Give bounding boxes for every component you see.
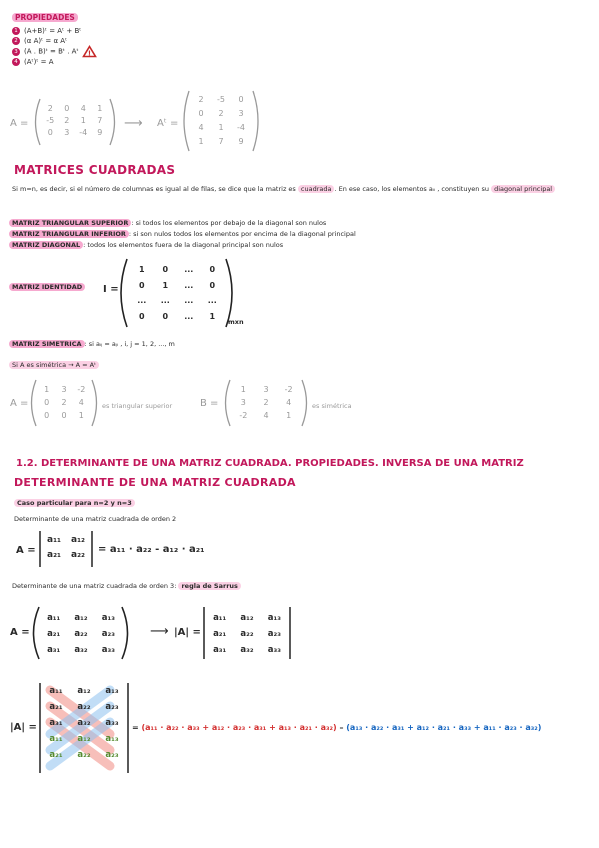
orden2-determinant [38,530,94,568]
matrix-cell: ... [207,296,217,305]
matrix-cell: a₃₃ [105,718,119,728]
identidad-subscript: mxn [228,318,244,326]
matrix-cell: 3 [64,128,70,137]
matrix-cell: 0 [162,311,169,321]
matrix-cell: a₂₁ [213,629,227,639]
warning-icon [83,46,96,57]
matrix-cell: 3 [263,385,269,394]
matrix-cell: 4 [263,411,269,420]
matrix-cell: a₁₃ [267,613,281,623]
matrix-cell: 4 [198,123,204,132]
matrix-cell: a₂₁ [47,629,61,639]
arrow-icon: ⟶ [150,624,169,639]
propiedades-title: PROPIEDADES [12,13,78,22]
arrow-icon: ⟶ [124,116,143,131]
matrix-cell: 3 [238,109,244,118]
sarrus-positive-terms: (a₁₁ · a₂₂ · a₃₃ + a₁₂ · a₂₃ · a₃₁ + a₁₃ · a₂₁ · a₃₂) [141,723,337,732]
matrix-cell: 1 [138,265,145,274]
matrix-cell: a₂₃ [105,702,119,712]
matrix-cell: 1 [162,280,169,290]
matrix-cell: ... [184,265,194,274]
matrix-cell: a₃₂ [74,645,88,655]
matrix-cell: 1 [44,385,50,394]
matrix-cell: a₃₂ [77,718,91,728]
matrix-cell: a₁₂ [77,686,91,696]
def-triangular-inferior: MATRIZ TRIANGULAR INFERIOR : si son nulos todos los elementos por encima de la diagonal principal [9,229,356,240]
propiedad-item: 1 (A+B)ᵗ = Aᵗ + Bᵗ [12,26,96,36]
matrix-cell: 0 [209,280,216,290]
matrix-cell: 3 [240,398,246,407]
matrix-cell: 1 [240,385,246,394]
matrix-cell: 1 [286,411,292,420]
orden2-result: = a₁₁ · a₂₂ - a₁₂ · a₂₁ [98,544,205,555]
matrix-cell: 0 [198,109,204,118]
matrix-cell: a₃₁ [47,645,61,655]
simetrica-line: MATRIZ SIMETRICA : si aᵢⱼ = aⱼᵢ , i, j = 1, 2, ..., m [9,340,175,348]
matrix-cell: 3 [61,385,67,394]
propiedades-list [12,26,96,67]
matrix-cell: a₂₂ [71,550,85,560]
matrix-cell: a₁₃ [105,734,119,744]
matrix-cell: 2 [61,398,67,407]
matrix-cell: 0 [238,95,244,104]
matrix-cell: a₁₂ [71,535,85,545]
matrix-cell: a₃₁ [213,645,227,655]
matrix-cell: 0 [138,311,145,321]
matrix-cell: 2 [198,95,204,104]
sarrus-minus: – [339,723,344,732]
matrix-cell: 0 [61,411,67,420]
def-diagonal: MATRIZ DIAGONAL : todos los elementos fuera de la diagonal principal son nulos [9,240,356,251]
matrix-cell: a₃₁ [49,718,63,728]
det-label: |A| = [174,627,201,638]
matrix-cell: 4 [80,104,86,113]
matrix-cell: a₁₂ [77,734,91,744]
matrix-cell: a₁₁ [47,535,61,545]
matrix-cell: 0 [209,265,216,274]
matrix-cell: 0 [47,128,53,137]
matrix-cell: 1 [218,123,224,132]
caso-particular: Caso particular para n=2 y n=3 [14,499,135,507]
determinante-subtitle: DETERMINANTE DE UNA MATRIZ CUADRADA [14,476,296,489]
matrix-cell: a₁₁ [47,613,61,623]
matrix-cell: 0 [162,265,169,274]
matrix-cell: 2 [64,116,70,125]
identidad-eq: I = [103,284,119,295]
matrix-cell: 0 [64,104,70,113]
matrix-cell: 7 [97,116,103,125]
orden2-text: Determinante de una matriz cuadrada de orden 2 [14,515,177,523]
matrix-cell: -5 [217,95,225,104]
matrix-cell: ... [184,280,194,290]
matrix-cell: a₂₁ [49,702,63,712]
matrix-cell: 9 [238,137,244,146]
orden2-label: A = [16,545,36,556]
matrix-cell: -4 [237,123,245,132]
sym-b-label: B = [200,398,219,409]
matrix-cell: 0 [138,280,145,290]
matrix-at [181,89,261,153]
identidad-label: MATRIZ IDENTIDAD [9,283,85,291]
matrix-cell: a₁₂ [240,613,254,623]
simetrica-note: Si A es simétrica → A = Aᵗ [9,361,99,369]
matrix-cell: a₂₃ [105,750,119,760]
matrix-cell: ... [137,296,147,305]
matrix-cell: 4 [78,398,84,407]
matrix-cell: a₁₁ [49,686,63,696]
sarrus-negative-terms: (a₁₃ · a₂₂ · a₃₁ + a₁₂ · a₂₁ · a₃₃ + a₁₁ · a₂₃ · a₃₂) [346,723,542,732]
matrix-cell: a₁₂ [74,613,88,623]
sarrus-determinant [38,682,130,774]
orden3-determinant [202,606,292,660]
propiedad-item: 4 (Aᵗ)ᵗ = A [12,57,96,67]
matrix-cell: a₂₁ [47,550,61,560]
matrices-cuadradas-title: MATRICES CUADRADAS [14,163,176,177]
matrix-cell: -2 [239,411,248,420]
matrix-cell: a₂₃ [101,629,115,639]
propiedad-item: 3 (A . B)ᵗ = Bᵗ . Aᵗ ! [12,46,96,57]
matrix-cell: 2 [218,109,224,118]
matrix-cell: 1 [97,104,103,113]
sym-a-label: A = [10,398,29,409]
matrix-cell: 1 [198,137,204,146]
orden3-label: A = [10,627,30,638]
matrix-cell: 9 [97,128,103,137]
propiedades-section [12,13,96,67]
matrix-cell: a₂₂ [74,629,88,639]
sarrus-label: |A| = [10,722,37,733]
matrix-cell: 1 [78,411,84,420]
matrix-cell: 0 [44,411,50,420]
matrix-cell: a₂₂ [240,629,254,639]
triangular-matrix [28,378,100,428]
propiedad-item: 2 (α A)ᵗ = α Aᵗ [12,36,96,46]
matrix-cell: a₁₃ [101,613,115,623]
matrix-cell: 1 [80,116,86,125]
matrix-cell: a₂₂ [77,750,91,760]
matrix-a-label: A = [10,118,29,129]
sarrus-formula: = (a₁₁ · a₂₂ · a₃₃ + a₁₂ · a₂₃ · a₃₁ + a₁₃ · a₂₁ · a₃₂) – (a₁₃ · a₂₂ · a₃₁ + a₁₂ · a₂₁ · a₃₃ + a₁₁ · a₂₃ · a₃₂) [132,723,542,732]
orden3-text: Determinante de una matriz cuadrada de orden 3: regla de Sarrus [12,582,241,590]
orden3-matrix [30,606,132,660]
matrix-cell: 1 [209,311,216,321]
matrix-cell: ... [160,296,170,305]
triangular-caption: es triangular superior [102,402,173,410]
symmetric-caption: es simétrica [312,402,352,410]
matrix-cell: -5 [46,116,55,125]
sarrus-highlight: regla de Sarrus [178,582,240,590]
matrix-cell: 4 [286,398,292,407]
matrix-cell: ... [184,311,194,321]
matrix-cell: a₂₂ [77,702,91,712]
symmetric-matrix [222,378,310,428]
matrix-cell: a₁₁ [213,613,227,623]
matrix-cell: -4 [79,128,88,137]
matrix-cell: a₁₃ [105,686,119,696]
matrix-a [32,97,118,147]
matrix-cell: -2 [284,385,293,394]
def-triangular-superior: MATRIZ TRIANGULAR SUPERIOR : si todos los elementos por debajo de la diagonal son nulos [9,218,356,229]
matrix-cell: a₁₁ [49,734,63,744]
matrix-cell: 2 [263,398,269,407]
matrix-cell: ... [184,296,194,305]
matrix-cell: a₃₃ [101,645,115,655]
cuadradas-paragraph: Si m=n, es decir, si el número de columnas es igual al de filas, se dice que la matriz es cuadrada . En ese caso, los elementos aᵢᵢ , constituyen su diagonal principal [12,184,588,195]
matrix-cell: a₂₁ [49,750,63,760]
definitions-list [9,218,356,251]
svg-text:!: ! [87,49,91,58]
matrix-cell: a₂₃ [267,629,281,639]
matrix-cell: 0 [44,398,50,407]
section-title: 1.2. DETERMINANTE DE UNA MATRIZ CUADRADA. PROPIEDADES. INVERSA DE UNA MATRIZ [16,458,524,469]
matrix-cell: -2 [77,385,86,394]
matrix-at-label: Aᵗ = [157,118,179,129]
identidad-matrix [118,258,236,328]
matrix-cell: 2 [47,104,53,113]
matrix-cell: 7 [218,137,224,146]
matrix-cell: a₃₃ [267,645,281,655]
matrix-cell: a₃₂ [240,645,254,655]
